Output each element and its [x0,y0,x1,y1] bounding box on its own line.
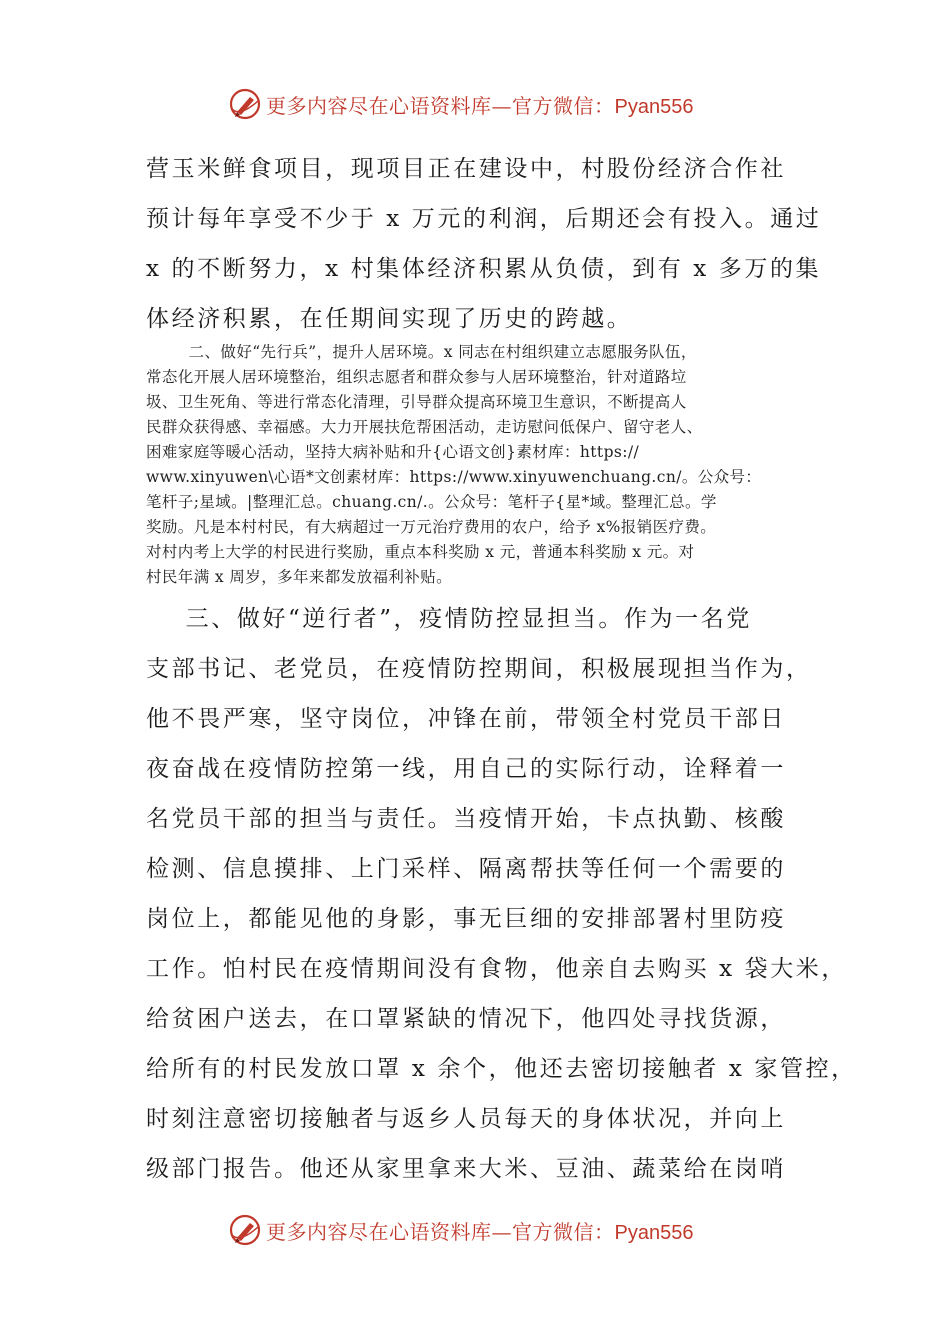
text-line: 对村内考上大学的村民进行奖励，重点本科奖励 x 元，普通本科奖励 x 元。对 [146,543,695,561]
text-line: 夜奋战在疫情防控第一线，用自己的实际行动，诠释着一 [146,756,786,782]
banner-text: 更多内容尽在心语资料库—官方微信：Pyan556 [266,1219,694,1244]
text-line: 民群众获得感、幸福感。大力开展扶危帮困活动，走访慰问低保户、留守老人、 [146,418,703,436]
text-line: 给所有的村民发放口罩 x 余个，他还去密切接触者 x 家管控， [146,1056,857,1082]
text-line: 圾、卫生死角、等进行常态化清理，引导群众提高环境卫生意识，不断提高人 [146,393,687,411]
text-line: 给贫困户送去，在口罩紧缺的情况下，他四处寻找货源， [146,1006,786,1032]
text-line: www.xinyuwen\心语*文创素材库：https://www.xinyuwenchuang.cn/。公众号： [146,468,762,486]
paragraph-3 [146,594,857,1194]
banner-text: 更多内容尽在心语资料库—官方微信：Pyan556 [266,93,694,118]
paragraph-2 [146,340,836,590]
pen-logo-icon [228,1213,262,1247]
banner-handle: Pyan556 [614,1221,694,1244]
text-line: 困难家庭等暖心活动，坚持大病补贴和升{心语文创}素材库：https:// [146,443,640,461]
text-line: 常态化开展人居环境整治，组织志愿者和群众参与人居环境整治，针对道路垃 [146,368,687,386]
text-line: 营玉米鲜食项目，现项目正在建设中，村股份经济合作社 [146,156,786,182]
text-line: 二、做好“先行兵”，提升人居环境。x 同志在村组织建立志愿服务队伍， [146,343,697,361]
text-line: 笔杆子;星域。|整理汇总。chuang.cn/.。公众号：笔杆子{星*域。整理汇总。学 [146,493,717,511]
header-banner [228,84,748,124]
text-line: 体经济积累，在任期间实现了历史的跨越。 [146,306,633,332]
text-line: 时刻注意密切接触者与返乡人员每天的身体状况，并向上 [146,1106,786,1132]
text-line: 奖励。凡是本村村民，有大病超过一万元治疗费用的农户，给予 x%报销医疗费。 [146,518,717,536]
footer-banner [228,1210,748,1250]
text-line: 他不畏严寒，坚守岗位，冲锋在前，带领全村党员干部日 [146,706,786,732]
text-line: 村民年满 x 周岁，多年来都发放福利补贴。 [146,568,452,586]
text-line: 三、做好“逆行者”，疫情防控显担当。作为一名党 [146,606,752,632]
text-line: 支部书记、老党员，在疫情防控期间，积极展现担当作为， [146,656,812,682]
text-line: 名党员干部的担当与责任。当疫情开始，卡点执勤、核酸 [146,806,786,832]
text-line: x 的不断努力，x 村集体经济积累从负债，到有 x 多万的集 [146,256,822,282]
text-line: 检测、信息摸排、上门采样、隔离帮扶等任何一个需要的 [146,856,786,882]
text-line: 预计每年享受不少于 x 万元的利润，后期还会有投入。通过 [146,206,822,232]
paragraph-1 [146,144,836,344]
text-line: 级部门报告。他还从家里拿来大米、豆油、蔬菜给在岗哨 [146,1156,786,1182]
pen-logo-icon [228,87,262,121]
text-line: 岗位上，都能见他的身影，事无巨细的安排部署村里防疫 [146,906,786,932]
banner-handle: Pyan556 [614,95,694,118]
text-line: 工作。怕村民在疫情期间没有食物，他亲自去购买 x 袋大米， [146,956,847,982]
